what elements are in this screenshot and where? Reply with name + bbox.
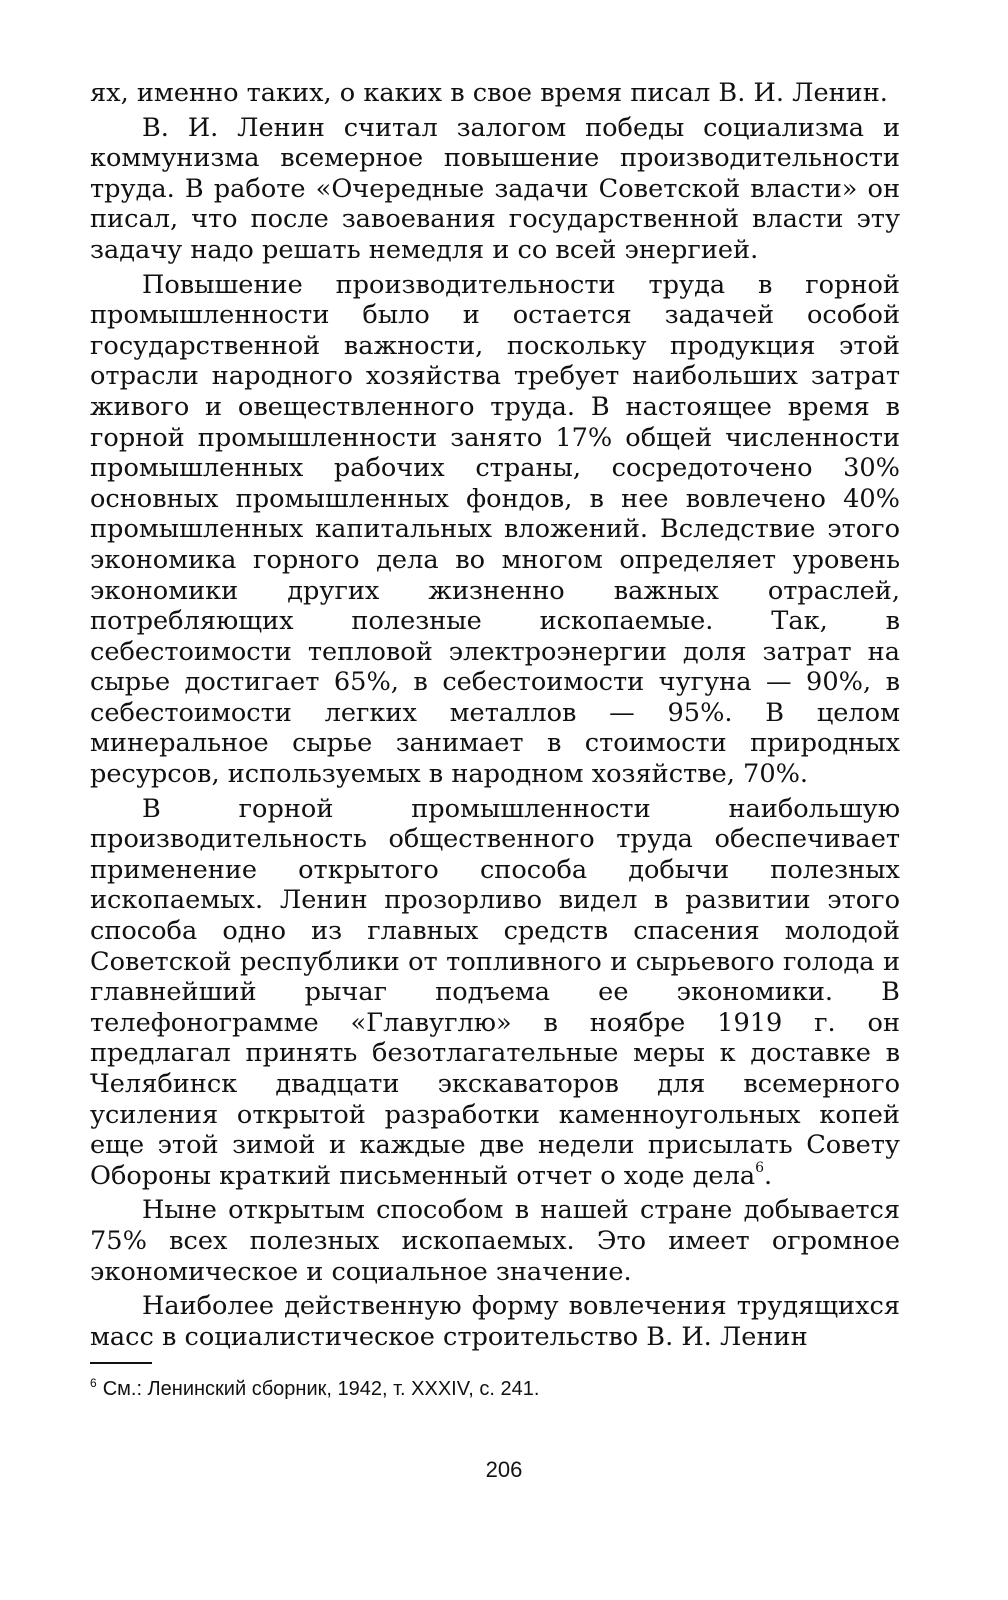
paragraph-3: Повышение производительности труда в горной промышленности было и остается задачей особой государственной важности, поскольку продукция этой отрасли народного хозяйства требует наибольших затрат живого и овеществленного труда. В настоящее время в горной промышленности занято 17% общей численности промышленных рабочих страны, сосредоточено 30% основных промышленных фондов, в нее вовлечено 40% промышленных капитальных вложений. Вследствие этого экономика горного дела во многом определяет уровень экономики других жизненно важных отраслей, потребляющих полезные ископаемые. Так, в себестоимости тепловой электроэнергии доля затрат на сырье достигает 65%, в себестоимости чугуна — 90%, в себестоимости легких металлов — 95%. В целом минеральное сырье занимает в стоимости природных ресурсов, используемых в народном хозяйстве, 70%. [90, 269, 900, 790]
paragraph-2: В. И. Ленин считал залогом победы социализма и коммунизма всемерное повышение производительности труда. В работе «Очередные задачи Советской власти» он писал, что после завоевания государственной власти эту задачу надо решать немедля и со всей энергией. [90, 112, 900, 265]
footnote-divider [90, 1362, 152, 1364]
paragraph-4-text: В горной промышленности наибольшую производительность общественного труда обеспечивает применение открытого способа добычи полезных ископаемых. Ленин прозорливо видел в развитии этого способа одно из главных средств спасения молодой Советской республики от топливного и сырьевого голода и главнейший рычаг подъема ее экономики. В телефонограмме «Главуглю» в ноябре 1919 г. он предлагал принять безотлагательные меры к доставке в Челябинск двадцати экскаваторов для всемерного усиления открытой разработки каменноугольных копей еще этой зимой и каждые две недели присылать Совету Обороны краткий письменный отчет о ходе дела [90, 793, 900, 1191]
footnote-marker: 6 [90, 1376, 97, 1391]
page-number: 206 [485, 1457, 523, 1482]
body-text [90, 78, 900, 1352]
paragraph-6: Наиболее действенную форму вовлечения трудящихся масс в социалистическое строительство В. И. Ленин [90, 1291, 900, 1352]
footnote-text: См.: Ленинский сборник, 1942, т. XXXIV, с. 241. [102, 1378, 540, 1401]
footnote [90, 1376, 900, 1402]
paragraph-1: ях, именно таких, о каких в свое время писал В. И. Ленин. [90, 78, 888, 108]
footnote-reference: 6 [755, 1159, 765, 1176]
paragraph-4: В горной промышленности наибольшую производительность общественного труда обеспечивает применение открытого способа добычи полезных ископаемых. Ленин прозорливо видел в развитии этого способа одно из главных средств спасения молодой Советской республики от топливного и сырьевого голода и главнейший рычаг подъема ее экономики. В телефонограмме «Главуглю» в ноябре 1919 г. он предлагал принять безотлагательные меры к доставке в Челябинск двадцати экскаваторов для всемерного усиления открытой разработки каменноугольных копей еще этой зимой и каждые две недели присылать Совету Обороны краткий письменный отчет о ходе дела$^6$. [90, 793, 900, 1191]
paragraph-5: Ныне открытым способом в нашей стране добывается 75% всех полезных ископаемых. Это имеет огромное экономическое и социальное значение. [90, 1195, 900, 1287]
